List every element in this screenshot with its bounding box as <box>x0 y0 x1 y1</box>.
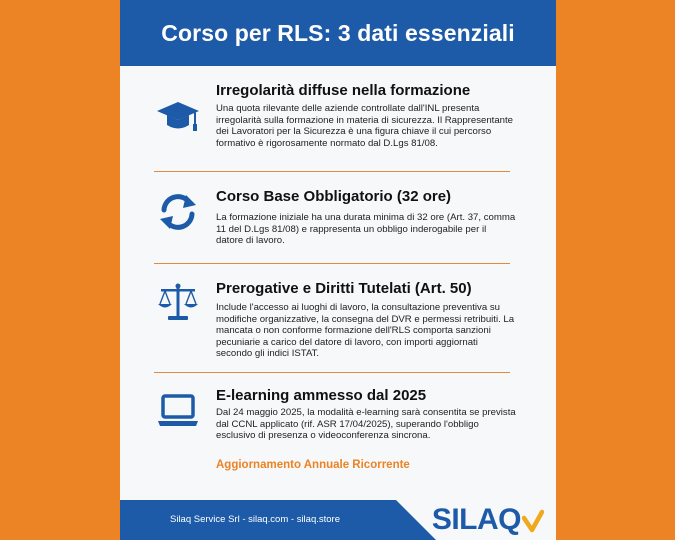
annual-update-note: Aggiornamento Annuale Ricorrente <box>216 459 410 471</box>
header-banner <box>120 0 556 66</box>
laptop-icon <box>156 388 200 432</box>
section-body: Una quota rilevante delle aziende controllate dall'INL presenta irregolarità sulla formazione in materia di sicurezza. Il Rappresentante dei Lavoratori per la Sicurezza è una figura chiave il cui percorso formativo è rigorosamente normato dal D.Lgs 81/08. <box>216 103 514 149</box>
scales-icon <box>156 280 200 324</box>
silaq-logo <box>432 503 544 537</box>
footer <box>120 500 556 540</box>
footer-company-info: Silaq Service Srl - silaq.com - silaq.store <box>170 514 340 525</box>
section-divider <box>154 372 510 373</box>
infographic-card <box>120 0 556 540</box>
section-title: Corso Base Obbligatorio (32 ore) <box>216 188 452 205</box>
section-divider <box>154 263 510 264</box>
logo-check-mark-icon <box>522 506 544 534</box>
section-title: E-learning ammesso dal 2025 <box>216 387 427 404</box>
page-title: Corso per RLS: 3 dati essenziali <box>161 19 515 46</box>
section-body: La formazione iniziale ha una durata minima di 32 ore (Art. 37, comma 11 del D.Lgs 81/08) e rappresenta un obbligo inderogabile per il datore di lavoro. <box>216 212 516 247</box>
section-body: Include l'accesso ai luoghi di lavoro, la consultazione preventiva su modifiche organizzative, la consegna del DVR e permessi retribuiti. La mancata o non conforme formazione dell'RLS comporta sanzioni pecuniarie a carico del datore di lavoro, con importi aggiornati secondo gli indici ISTAT. <box>216 302 515 360</box>
section-divider <box>154 171 510 172</box>
section-body: Dal 24 maggio 2025, la modalità e-learning sarà consentita se prevista dal CCNL applicato (rif. ASR 17/04/2025), superando l'obbligo esclusivo di presenza o videoconferenza sincrona. <box>216 407 516 442</box>
section-title: Prerogative e Diritti Tutelati (Art. 50) <box>216 280 472 297</box>
graduation-cap-icon <box>156 94 200 138</box>
section-title: Irregolarità diffuse nella formazione <box>216 82 471 99</box>
logo-text: SILAQ <box>431 503 521 536</box>
refresh-icon <box>156 190 200 234</box>
